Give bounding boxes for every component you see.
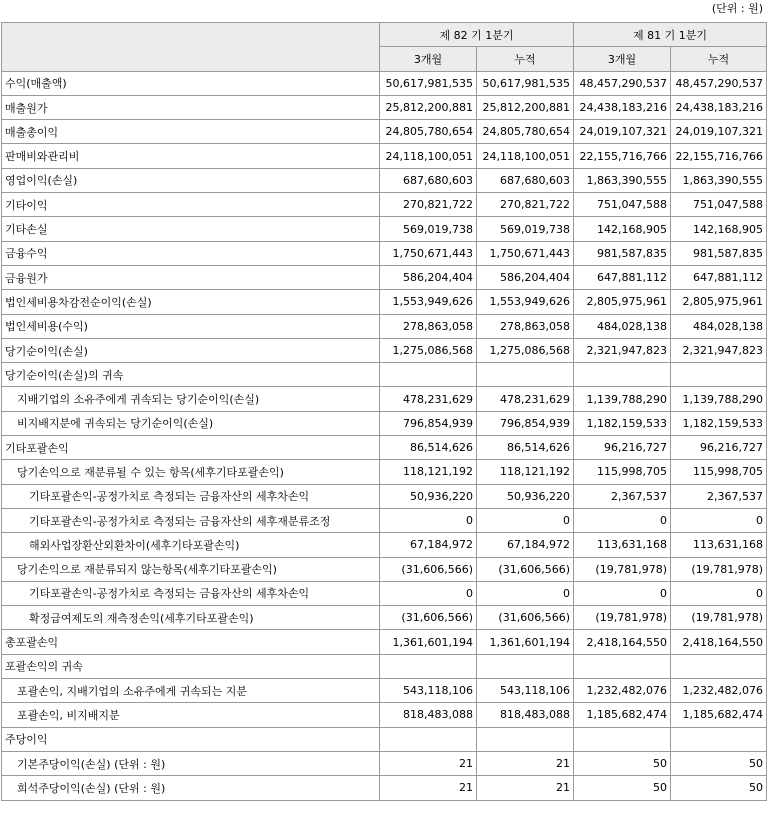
prior-cum-value: 1,863,390,555 [671, 168, 767, 192]
prior-cum-value: 0 [671, 508, 767, 532]
current-3m-value: 1,750,671,443 [380, 241, 477, 265]
row-label: 당기손익으로 재분류되지 않는항목(세후기타포괄손익) [2, 557, 380, 581]
row-label: 포괄손익, 지배기업의 소유주에게 귀속되는 지분 [2, 679, 380, 703]
current-cum-value: 818,483,088 [477, 703, 574, 727]
prior-3m-value: 1,185,682,474 [574, 703, 671, 727]
row-label: 포괄손익, 비지배지분 [2, 703, 380, 727]
current-cum-value: 21 [477, 776, 574, 800]
current-cum-value: (31,606,566) [477, 557, 574, 581]
row-label: 법인세비용(수익) [2, 314, 380, 338]
prior-3m-value: 0 [574, 508, 671, 532]
table-row [2, 338, 767, 362]
table-row [2, 581, 767, 605]
current-cum-value: 0 [477, 581, 574, 605]
table-row [2, 71, 767, 95]
prior-cum-value: 647,881,112 [671, 265, 767, 289]
row-label: 기타포괄손익-공정가치로 측정되는 금융자산의 세후차손익 [2, 581, 380, 605]
table-row [2, 606, 767, 630]
prior-3m-value: (19,781,978) [574, 557, 671, 581]
table-row [2, 484, 767, 508]
table-row [2, 217, 767, 241]
prior-3m-value: 2,367,537 [574, 484, 671, 508]
current-cum-value: 270,821,722 [477, 193, 574, 217]
table-row [2, 95, 767, 119]
current-3m-value: (31,606,566) [380, 557, 477, 581]
current-3m-value: 118,121,192 [380, 460, 477, 484]
row-label: 해외사업장환산외환차이(세후기타포괄손익) [2, 533, 380, 557]
prior-3m-value: 113,631,168 [574, 533, 671, 557]
prior-3m-value: 1,232,482,076 [574, 679, 671, 703]
current-3m-value: 1,275,086,568 [380, 338, 477, 362]
prior-cum-value: 113,631,168 [671, 533, 767, 557]
row-label: 총포괄손익 [2, 630, 380, 654]
header-row-periods [2, 23, 767, 47]
prior-cum-value: 751,047,588 [671, 193, 767, 217]
table-row [2, 533, 767, 557]
prior-cum-value: 142,168,905 [671, 217, 767, 241]
prior-3m-value: 2,321,947,823 [574, 338, 671, 362]
current-cum-value: (31,606,566) [477, 606, 574, 630]
current-cum-value: 1,275,086,568 [477, 338, 574, 362]
current-3m-value [380, 654, 477, 678]
table-row [2, 241, 767, 265]
table-row [2, 460, 767, 484]
header-prior-3m: 3개월 [574, 47, 671, 71]
prior-3m-value: 24,019,107,321 [574, 120, 671, 144]
header-current-3m: 3개월 [380, 47, 477, 71]
current-cum-value: 21 [477, 751, 574, 775]
current-3m-value: (31,606,566) [380, 606, 477, 630]
prior-3m-value: 0 [574, 581, 671, 605]
prior-3m-value: 647,881,112 [574, 265, 671, 289]
row-label: 당기순이익(손실)의 귀속 [2, 363, 380, 387]
current-cum-value: 0 [477, 508, 574, 532]
current-3m-value: 1,553,949,626 [380, 290, 477, 314]
prior-cum-value: 24,019,107,321 [671, 120, 767, 144]
row-label: 금융원가 [2, 265, 380, 289]
prior-cum-value [671, 727, 767, 751]
prior-3m-value: 22,155,716,766 [574, 144, 671, 168]
current-3m-value: 50,936,220 [380, 484, 477, 508]
row-label: 지배기업의 소유주에게 귀속되는 당기순이익(손실) [2, 387, 380, 411]
current-cum-value [477, 654, 574, 678]
table-row [2, 290, 767, 314]
header-period-current: 제 82 기 1분기 [380, 23, 574, 47]
row-label: 수익(매출액) [2, 71, 380, 95]
current-3m-value: 0 [380, 581, 477, 605]
prior-3m-value [574, 727, 671, 751]
prior-3m-value: 50 [574, 751, 671, 775]
row-label: 기타포괄손익-공정가치로 측정되는 금융자산의 세후차손익 [2, 484, 380, 508]
row-label: 기타이익 [2, 193, 380, 217]
row-label: 기본주당이익(손실) (단위 : 원) [2, 751, 380, 775]
prior-3m-value: 484,028,138 [574, 314, 671, 338]
current-cum-value: 543,118,106 [477, 679, 574, 703]
table-body [2, 71, 767, 800]
prior-cum-value: 115,998,705 [671, 460, 767, 484]
prior-cum-value: 50 [671, 776, 767, 800]
current-3m-value: 796,854,939 [380, 411, 477, 435]
table-row [2, 751, 767, 775]
current-3m-value: 687,680,603 [380, 168, 477, 192]
prior-3m-value: 1,182,159,533 [574, 411, 671, 435]
prior-cum-value: (19,781,978) [671, 557, 767, 581]
row-label: 당기손익으로 재분류될 수 있는 항목(세후기타포괄손익) [2, 460, 380, 484]
current-3m-value: 478,231,629 [380, 387, 477, 411]
current-3m-value [380, 727, 477, 751]
current-cum-value: 50,617,981,535 [477, 71, 574, 95]
table-row [2, 630, 767, 654]
table-row [2, 120, 767, 144]
table-row [2, 679, 767, 703]
current-3m-value: 586,204,404 [380, 265, 477, 289]
row-label: 판매비와관리비 [2, 144, 380, 168]
row-label: 당기순이익(손실) [2, 338, 380, 362]
table-row [2, 314, 767, 338]
row-label: 금융수익 [2, 241, 380, 265]
prior-3m-value: 1,863,390,555 [574, 168, 671, 192]
prior-cum-value: 48,457,290,537 [671, 71, 767, 95]
current-3m-value: 569,019,738 [380, 217, 477, 241]
row-label: 매출원가 [2, 95, 380, 119]
current-cum-value: 478,231,629 [477, 387, 574, 411]
table-row [2, 193, 767, 217]
current-3m-value [380, 363, 477, 387]
prior-3m-value: 751,047,588 [574, 193, 671, 217]
current-3m-value: 21 [380, 751, 477, 775]
prior-cum-value: 484,028,138 [671, 314, 767, 338]
prior-cum-value: 2,321,947,823 [671, 338, 767, 362]
table-row [2, 727, 767, 751]
current-cum-value: 50,936,220 [477, 484, 574, 508]
current-3m-value: 25,812,200,881 [380, 95, 477, 119]
prior-cum-value: 22,155,716,766 [671, 144, 767, 168]
prior-cum-value: 1,232,482,076 [671, 679, 767, 703]
current-3m-value: 1,361,601,194 [380, 630, 477, 654]
prior-3m-value: 2,805,975,961 [574, 290, 671, 314]
current-3m-value: 21 [380, 776, 477, 800]
current-3m-value: 270,821,722 [380, 193, 477, 217]
header-prior-cum: 누적 [671, 47, 767, 71]
prior-3m-value: 24,438,183,216 [574, 95, 671, 119]
prior-cum-value: 24,438,183,216 [671, 95, 767, 119]
prior-3m-value: 96,216,727 [574, 436, 671, 460]
prior-3m-value [574, 363, 671, 387]
table-row [2, 387, 767, 411]
prior-3m-value: 2,418,164,550 [574, 630, 671, 654]
prior-3m-value: 48,457,290,537 [574, 71, 671, 95]
prior-3m-value: (19,781,978) [574, 606, 671, 630]
prior-3m-value: 1,139,788,290 [574, 387, 671, 411]
current-cum-value: 25,812,200,881 [477, 95, 574, 119]
current-cum-value: 796,854,939 [477, 411, 574, 435]
current-cum-value [477, 363, 574, 387]
current-cum-value: 24,118,100,051 [477, 144, 574, 168]
table-row [2, 363, 767, 387]
current-cum-value: 24,805,780,654 [477, 120, 574, 144]
prior-cum-value: 2,805,975,961 [671, 290, 767, 314]
prior-cum-value: 96,216,727 [671, 436, 767, 460]
current-3m-value: 543,118,106 [380, 679, 477, 703]
current-cum-value: 1,553,949,626 [477, 290, 574, 314]
header-current-cum: 누적 [477, 47, 574, 71]
table-row [2, 144, 767, 168]
prior-cum-value: 50 [671, 751, 767, 775]
header-corner [2, 23, 380, 72]
current-cum-value: 118,121,192 [477, 460, 574, 484]
table-row [2, 265, 767, 289]
row-label: 확정급여제도의 재측정손익(세후기타포괄손익) [2, 606, 380, 630]
table-row [2, 557, 767, 581]
prior-cum-value [671, 363, 767, 387]
prior-3m-value [574, 654, 671, 678]
current-3m-value: 24,805,780,654 [380, 120, 477, 144]
row-label: 매출총이익 [2, 120, 380, 144]
row-label: 포괄손익의 귀속 [2, 654, 380, 678]
prior-cum-value [671, 654, 767, 678]
prior-cum-value: 0 [671, 581, 767, 605]
current-3m-value: 50,617,981,535 [380, 71, 477, 95]
current-cum-value: 1,750,671,443 [477, 241, 574, 265]
row-label: 비지배지분에 귀속되는 당기순이익(손실) [2, 411, 380, 435]
current-cum-value [477, 727, 574, 751]
table-row [2, 436, 767, 460]
current-3m-value: 24,118,100,051 [380, 144, 477, 168]
prior-cum-value: 1,139,788,290 [671, 387, 767, 411]
table-row [2, 508, 767, 532]
current-3m-value: 818,483,088 [380, 703, 477, 727]
current-cum-value: 86,514,626 [477, 436, 574, 460]
income-statement-table [1, 22, 767, 801]
prior-cum-value: 1,182,159,533 [671, 411, 767, 435]
current-3m-value: 86,514,626 [380, 436, 477, 460]
table-row [2, 411, 767, 435]
current-cum-value: 67,184,972 [477, 533, 574, 557]
row-label: 기타손실 [2, 217, 380, 241]
current-cum-value: 278,863,058 [477, 314, 574, 338]
prior-cum-value: (19,781,978) [671, 606, 767, 630]
table-row [2, 776, 767, 800]
table-row [2, 168, 767, 192]
row-label: 희석주당이익(손실) (단위 : 원) [2, 776, 380, 800]
current-cum-value: 1,361,601,194 [477, 630, 574, 654]
prior-3m-value: 50 [574, 776, 671, 800]
header-period-prior: 제 81 기 1분기 [574, 23, 767, 47]
current-cum-value: 586,204,404 [477, 265, 574, 289]
prior-3m-value: 142,168,905 [574, 217, 671, 241]
prior-cum-value: 1,185,682,474 [671, 703, 767, 727]
current-3m-value: 0 [380, 508, 477, 532]
row-label: 기타포괄손익 [2, 436, 380, 460]
current-cum-value: 687,680,603 [477, 168, 574, 192]
current-3m-value: 278,863,058 [380, 314, 477, 338]
row-label: 주당이익 [2, 727, 380, 751]
prior-3m-value: 981,587,835 [574, 241, 671, 265]
table-row [2, 703, 767, 727]
row-label: 영업이익(손실) [2, 168, 380, 192]
prior-cum-value: 2,367,537 [671, 484, 767, 508]
current-cum-value: 569,019,738 [477, 217, 574, 241]
prior-3m-value: 115,998,705 [574, 460, 671, 484]
prior-cum-value: 981,587,835 [671, 241, 767, 265]
row-label: 기타포괄손익-공정가치로 측정되는 금융자산의 세후재분류조정 [2, 508, 380, 532]
prior-cum-value: 2,418,164,550 [671, 630, 767, 654]
unit-note: (단위 : 원) [711, 2, 763, 15]
table-row [2, 654, 767, 678]
current-3m-value: 67,184,972 [380, 533, 477, 557]
row-label: 법인세비용차감전순이익(손실) [2, 290, 380, 314]
